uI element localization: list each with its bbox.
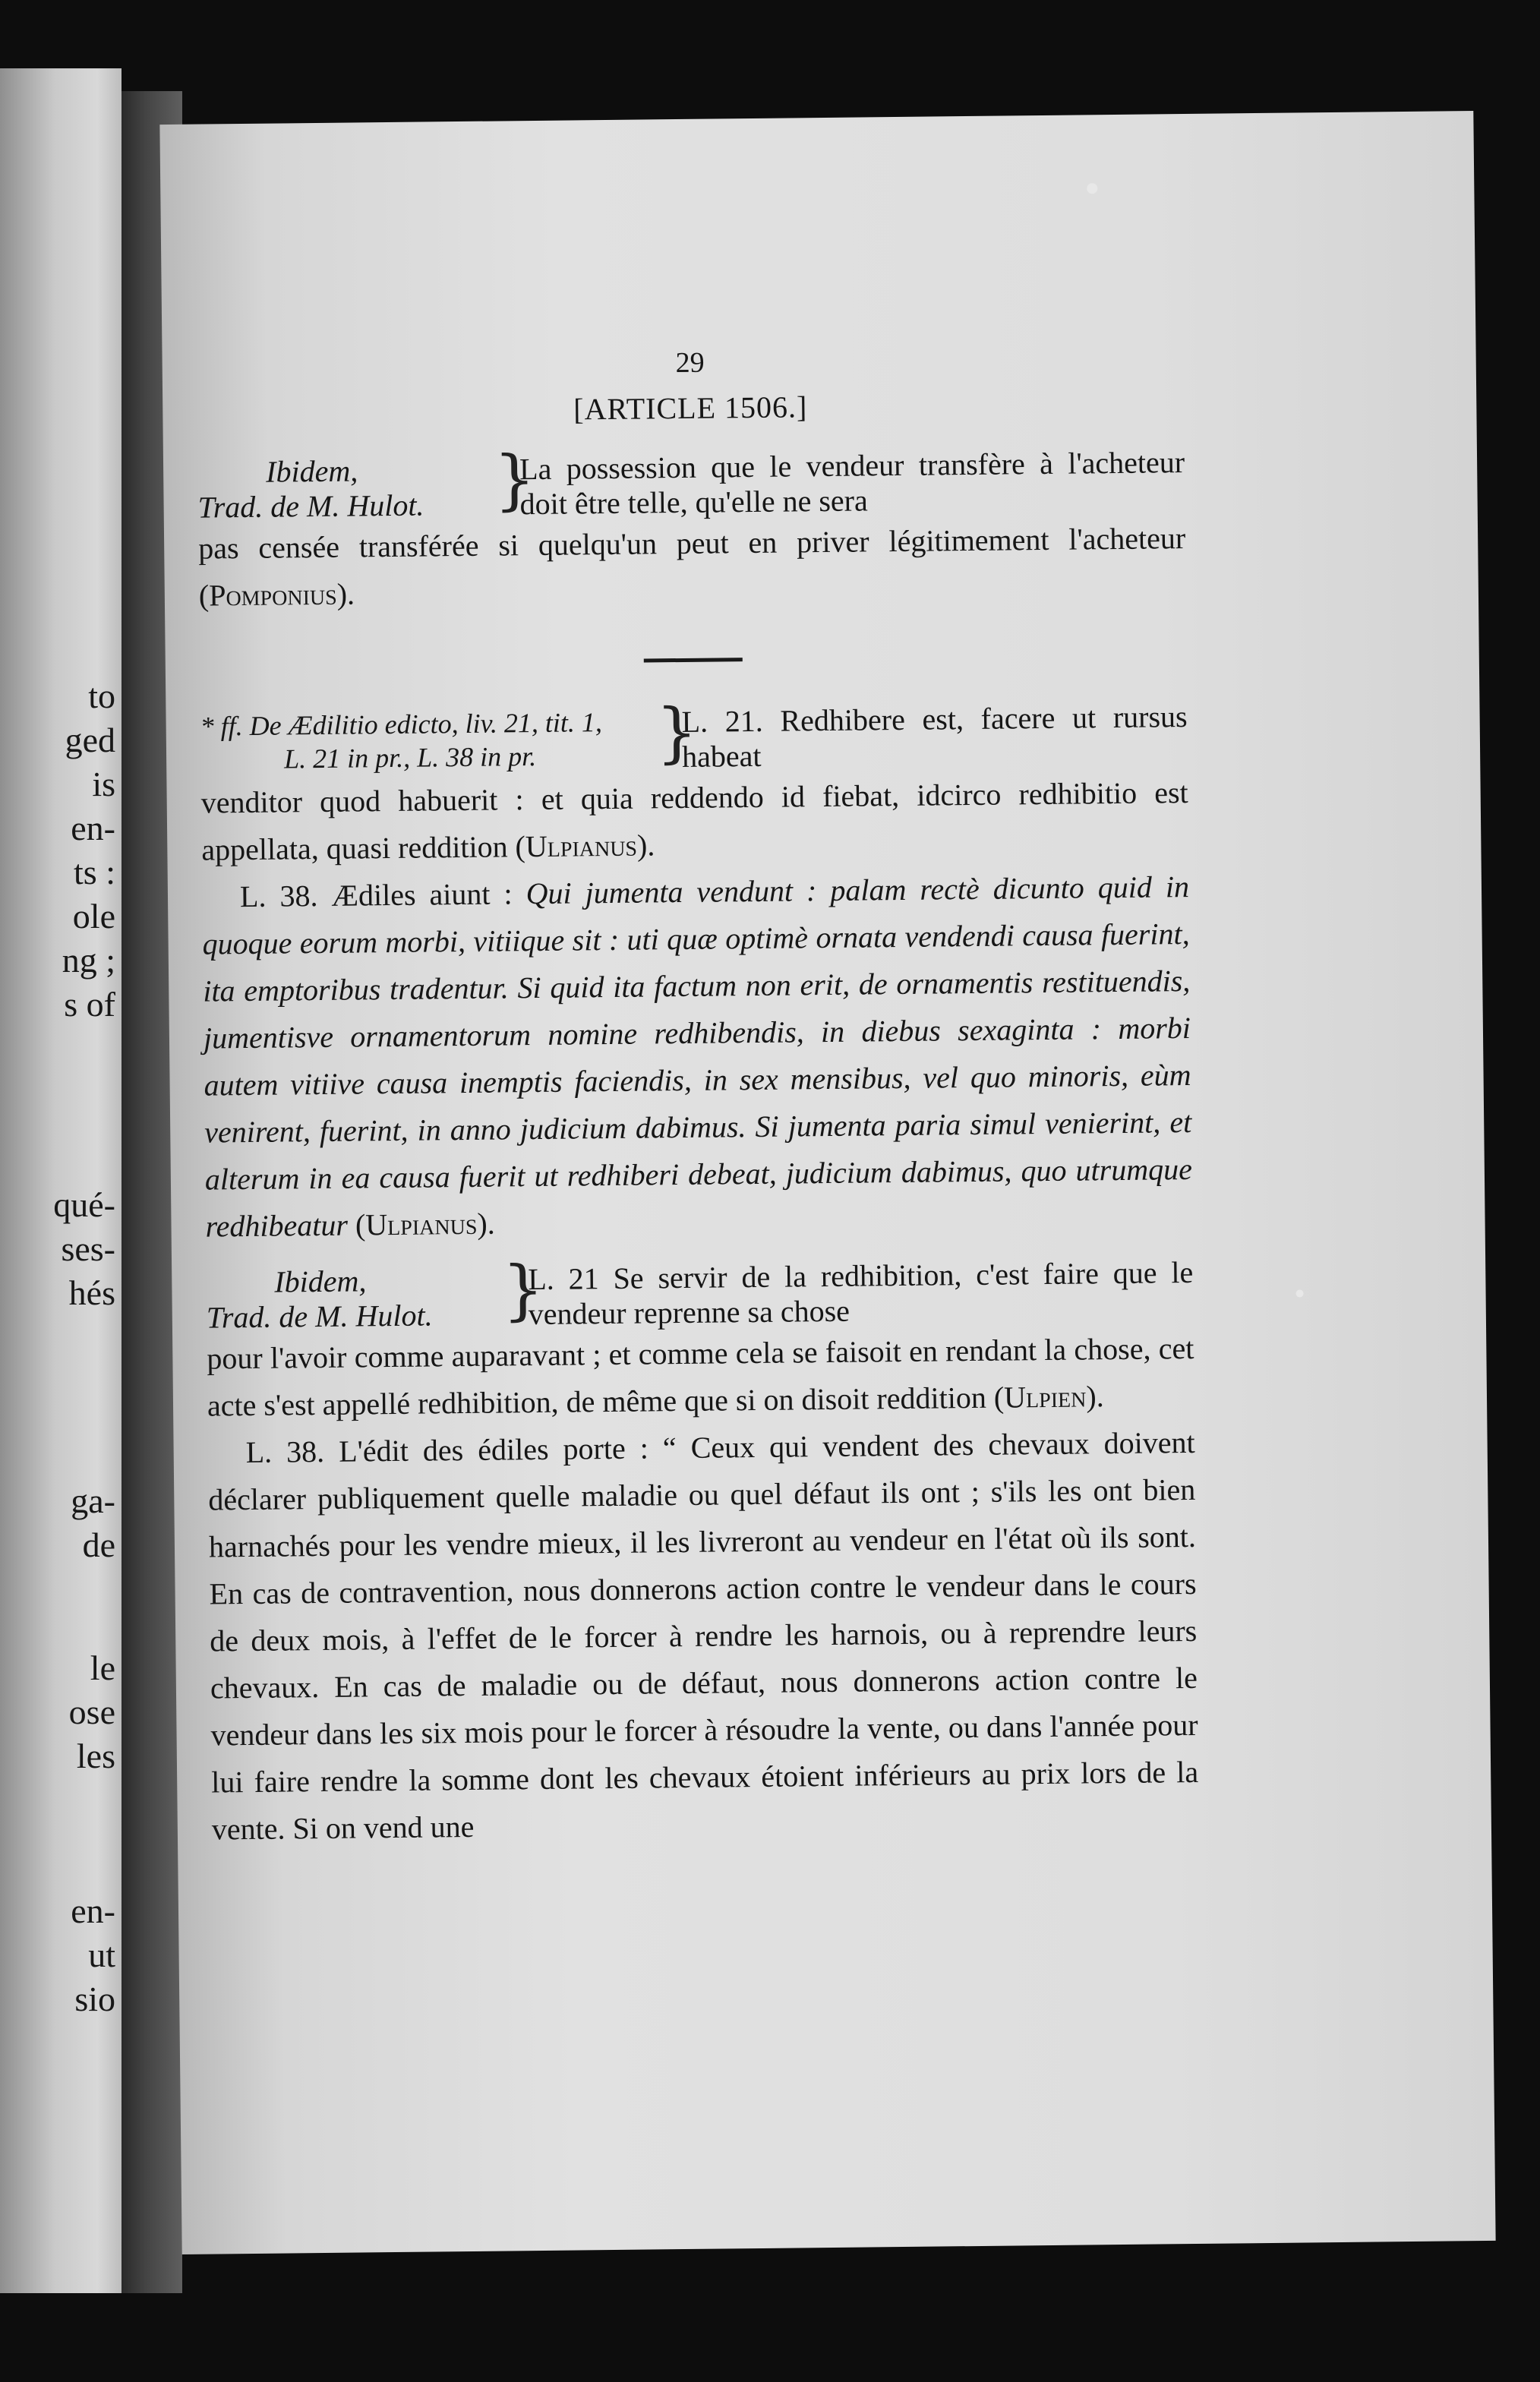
citation-source (197, 448, 494, 525)
book-page (159, 111, 1495, 2254)
author-name: Ulpien (1003, 1379, 1087, 1415)
punctuation: ). (1086, 1379, 1104, 1414)
paragraph-text: pour l'avoir comme auparavant ; et comme cela se faisoit en rendant la chose, cet acte s'est appellé redhibition, de même que si on disoit reddition ( (207, 1330, 1194, 1423)
paragraph (202, 863, 1193, 1251)
paragraph-text: venditor quod habuerit : et quia reddendo id fiebat, idcirco redhibitio est appellata, quasi reddition ( (200, 775, 1188, 867)
left-page-line: ole (72, 897, 115, 935)
section-divider (644, 658, 743, 662)
left-page-line: hés (68, 1273, 115, 1312)
left-page-line: sio (74, 1980, 115, 2018)
citation-text: L. 21. Redhibere est, facere ut rursus habeat (681, 699, 1188, 774)
source-line: * ff. De Ædilitio edicto, liv. 21, tit. 1, (200, 707, 603, 742)
citation-block-ulpien (206, 1251, 1194, 1336)
punctuation: ). (636, 828, 655, 863)
brace-icon: } (501, 1251, 544, 1329)
left-page-line: de (82, 1525, 115, 1564)
scan-speck (1296, 1289, 1304, 1297)
brace-icon: } (655, 694, 699, 771)
left-page-line: ts : (74, 853, 115, 891)
left-page-line: ut (88, 1936, 115, 1974)
source-line: Ibidem, (265, 453, 358, 489)
article-heading: [ARTICLE 1506.] (573, 390, 808, 427)
paragraph (200, 769, 1188, 874)
left-page-line: is (92, 765, 115, 803)
left-page-line: s of (64, 985, 115, 1024)
source-line: Ibidem, (274, 1264, 367, 1299)
left-page-line: le (90, 1648, 115, 1687)
paragraph-lead: L. 38. Ædiles aiunt : (239, 876, 526, 914)
brace-icon: } (493, 441, 536, 519)
citation-block-pomponius (197, 440, 1185, 525)
citation-block-ulpianus (200, 695, 1188, 780)
paragraph (207, 1325, 1194, 1430)
source-line: L. 21 in pr., L. 38 in pr. (283, 740, 537, 775)
left-page-line: ose (68, 1693, 115, 1731)
author-name: (Ulpianus). (355, 1206, 495, 1242)
page-number: 29 (675, 346, 705, 380)
paragraph (198, 515, 1186, 620)
citation-text: La possession que le vendeur transfère à l'acheteur doit être telle, qu'elle ne sera (519, 445, 1185, 522)
left-page-line: en- (71, 809, 115, 847)
left-page-line: ged (65, 721, 115, 759)
paragraph-text: pas censée transférée si quelqu'un peut en priver légitimement l'acheteur ( (197, 521, 1186, 613)
citation-text: L. 21 Se servir de la redhibition, c'est faire que le vendeur reprenne sa chose (528, 1254, 1194, 1332)
source-line: Trad. de M. Hulot. (206, 1298, 433, 1335)
left-page-line: ng ; (62, 941, 115, 980)
author-name: Ulpianus (525, 828, 638, 864)
paragraph: L. 38. L'édit des édiles porte : “ Ceux qui vendent des chevaux doivent déclarer publiquement quelle maladie ou quel défaut ils ont ; s'ils les ont bien harnachés pour les vendre mieux, il les livreront au vendeur en l'état où ils sont. En cas de contravention, nous donnerons action contre le vendeur dans le cours de deux mois, à l'effet de le forcer à rendre les harnois, ou à reprendre leurs chevaux. En cas de maladie ou de défaut, nous donnerons action contre le vendeur dans les six mois pour le forcer à résoudre la vente, ou dans l'année pour lui faire rendre la somme dont les chevaux étoient inférieurs au prix lors de la vente. Si on vend une (208, 1424, 1199, 1847)
left-page-line: ga- (71, 1481, 115, 1520)
previous-page-fragment (0, 68, 121, 2293)
source-line: Trad. de M. Hulot. (197, 487, 424, 525)
latin-quotation: Qui jumenta vendunt : palam rectè dicunto quid in quoque eorum morbi, vitiique sit : uti quæ optimè ornata vendendi causa fuerint, ita emptoribus tradentur. Si quid ita factum non erit, de ornamentis restituendis, jumentisve ornamentorum nomine redhibendis, in diebus sexaginta : morbi autem vitiive causa inemptis faciendis, in sex mensibus, vel quo minoris, eùm venirent, fuerint, in anno judicium dabimus. Si jumenta paria simul venierint, et alterum in ea causa fuerit ut redhiberi debeat, judicium dabimus, quo utrumque redhibeatur (202, 869, 1193, 1244)
citation-source (200, 700, 656, 776)
author-name: Pomponius (208, 576, 337, 613)
left-page-line: en- (71, 1891, 115, 1930)
scan-speck (1087, 183, 1097, 194)
left-page-line: qué- (53, 1185, 115, 1224)
left-page-line: ses- (61, 1229, 115, 1268)
citation-source (206, 1257, 503, 1335)
punctuation: ). (336, 576, 355, 611)
left-page-line: to (88, 677, 115, 715)
page-text-column (196, 334, 1199, 1854)
left-page-line: les (76, 1737, 115, 1775)
